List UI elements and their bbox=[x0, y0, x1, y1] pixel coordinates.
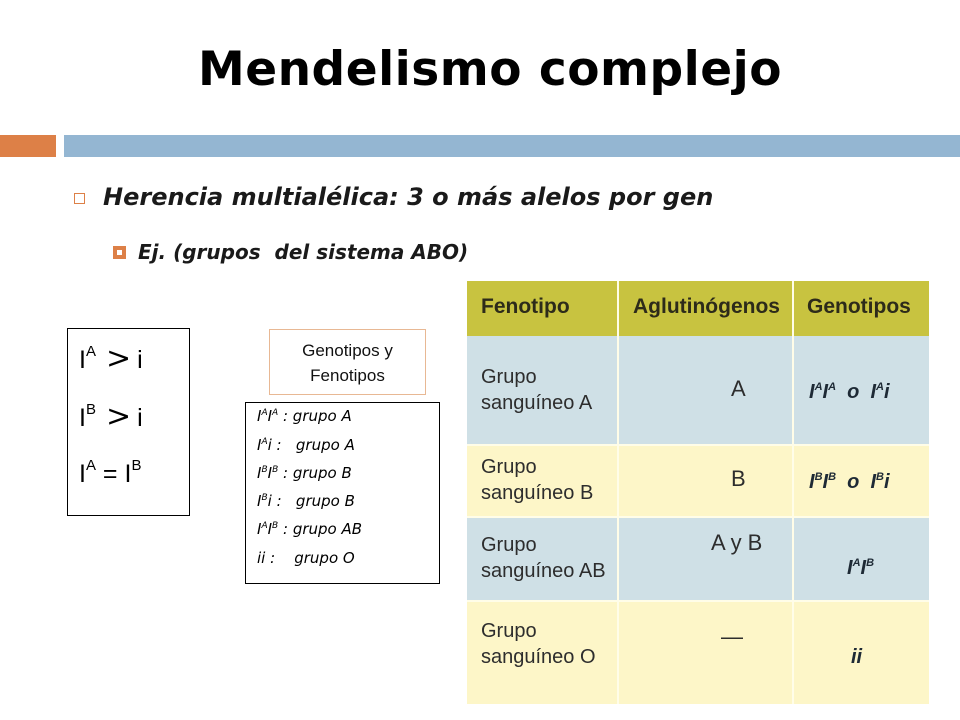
allele-superscript: B bbox=[85, 401, 96, 418]
phenotype-cell: Grupo sanguíneo B bbox=[481, 456, 594, 504]
genotype-line: $I^Ai$ : grupo A bbox=[257, 436, 355, 454]
allele-superscript: A bbox=[85, 457, 96, 474]
table-row bbox=[467, 336, 929, 444]
column-divider bbox=[792, 281, 794, 704]
allele-base: I bbox=[124, 460, 132, 488]
allele-superscript: A bbox=[85, 343, 96, 360]
allele-base: I bbox=[79, 404, 86, 432]
column-divider bbox=[617, 281, 619, 704]
bullet-level2-text: Ej. (grupos del sistema ABO) bbox=[138, 240, 469, 264]
allele-recessive: i bbox=[137, 346, 143, 374]
allele-recessive: i bbox=[137, 404, 143, 432]
genotype-cell: $I^BI^B$ o $I^Bi$ bbox=[809, 471, 890, 493]
slide-title: Mendelismo complejo bbox=[197, 42, 783, 97]
genotype-line: ii : grupo O bbox=[257, 549, 355, 567]
genotype-cell: $I^AI^B$ bbox=[847, 557, 875, 579]
table-row bbox=[467, 602, 929, 704]
genotype-line: $I^Bi$ : grupo B bbox=[257, 492, 355, 510]
bullet-level1-text: Herencia multialélica: 3 o más alelos por gen bbox=[103, 183, 714, 211]
agglutinogen-cell: A bbox=[731, 376, 746, 401]
table-row bbox=[467, 446, 929, 516]
genotype-line: $I^AI^A$ : grupo A bbox=[257, 407, 352, 425]
genotype-line: $I^AI^B$ : grupo AB bbox=[257, 520, 363, 538]
table-header bbox=[467, 281, 929, 336]
table-row bbox=[467, 518, 929, 600]
agglutinogen-cell: — bbox=[721, 624, 743, 649]
header-agglutinogens: Aglutinógenos bbox=[633, 295, 780, 318]
header-phenotype: Fenotipo bbox=[481, 295, 570, 318]
genotype-cell: $I^AI^A$ o $I^Ai$ bbox=[809, 381, 890, 403]
bullet-level2 bbox=[113, 240, 468, 264]
header-genotypes: Genotipos bbox=[807, 295, 911, 318]
accent-bar-orange bbox=[0, 135, 56, 157]
genotypes-label-box bbox=[269, 329, 426, 395]
dominance-operator: > bbox=[105, 341, 132, 376]
agglutinogen-cell: B bbox=[731, 466, 746, 491]
accent-bar-blue bbox=[64, 135, 960, 157]
dominance-line bbox=[79, 341, 143, 376]
label-line: Genotipos y bbox=[302, 341, 393, 360]
abo-table bbox=[467, 281, 929, 704]
bullet-level1 bbox=[74, 183, 713, 211]
filled-square-bullet-icon bbox=[113, 246, 126, 259]
hollow-square-bullet-icon bbox=[74, 193, 85, 204]
genotype-cell: ii bbox=[851, 646, 863, 668]
phenotype-cell: Grupo sanguíneo AB bbox=[481, 534, 606, 582]
phenotype-cell: Grupo sanguíneo A bbox=[481, 366, 593, 414]
dominance-box bbox=[67, 328, 190, 516]
label-line: Fenotipos bbox=[310, 366, 385, 385]
dominance-line bbox=[79, 399, 143, 434]
codominance-operator: = bbox=[102, 460, 118, 488]
agglutinogen-cell: A y B bbox=[711, 530, 763, 555]
allele-base: I bbox=[79, 460, 86, 488]
phenotype-cell: Grupo sanguíneo O bbox=[481, 620, 596, 668]
allele-base: I bbox=[79, 346, 86, 374]
genotype-line: $I^BI^B$ : grupo B bbox=[257, 464, 352, 482]
allele-superscript: B bbox=[131, 457, 142, 474]
dominance-operator: > bbox=[105, 399, 132, 434]
genotypes-list-box bbox=[245, 402, 440, 584]
codominance-line bbox=[79, 457, 141, 489]
